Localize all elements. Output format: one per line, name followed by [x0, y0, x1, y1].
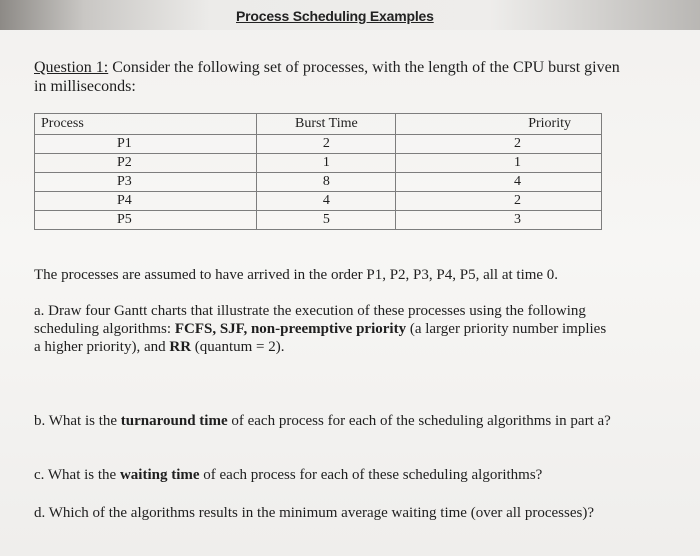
priority: 2	[396, 135, 602, 154]
part-b	[34, 412, 614, 430]
process-name: P3	[35, 173, 257, 192]
part-a-prefix: a. Draw four Gantt charts that illustrate the execution of these processes using the following scheduling algorithms:	[34, 303, 586, 337]
process-name: P5	[35, 211, 257, 230]
burst-time: 1	[257, 154, 396, 173]
part-c-suffix: of each process for each of these scheduling algorithms?	[199, 467, 543, 483]
part-c-bold: waiting time	[119, 467, 200, 483]
page-title: Process Scheduling Examples	[236, 8, 434, 24]
table-row	[35, 192, 602, 211]
process-name: P1	[35, 135, 257, 154]
burst-time: 2	[257, 135, 396, 154]
question-label: Question 1:	[34, 59, 109, 76]
burst-time: 8	[257, 173, 396, 192]
header-burst-time: Burst Time	[257, 114, 396, 135]
part-a-rr: RR	[169, 339, 192, 355]
process-name: P2	[35, 154, 257, 173]
priority: 2	[396, 192, 602, 211]
priority: 1	[396, 154, 602, 173]
part-b-bold: turnaround time	[120, 413, 228, 429]
burst-time: 4	[257, 192, 396, 211]
part-b-suffix: of each process for each of the scheduling algorithms in part a?	[227, 413, 611, 429]
priority: 4	[396, 173, 602, 192]
part-a-algorithms: FCFS, SJF, non-preemptive priority	[174, 321, 407, 337]
question-text: Consider the following set of processes, with the length of the CPU burst given in milliseconds:	[34, 59, 620, 95]
table-row	[35, 173, 602, 192]
table-header-row	[35, 114, 602, 135]
arrival-note: The processes are assumed to have arrived in the order P1, P2, P3, P4, P5, all at time 0.	[34, 267, 559, 283]
part-a-middle: (a larger priority number implies a higher priority), and	[34, 321, 607, 355]
header-process: Process	[35, 114, 257, 135]
priority: 3	[396, 211, 602, 230]
table-row	[35, 154, 602, 173]
part-d: d. Which of the algorithms results in the minimum average waiting time (over all processes)?	[34, 505, 594, 521]
part-a-suffix: (quantum = 2).	[191, 339, 285, 355]
part-c	[34, 466, 614, 484]
table-row	[35, 211, 602, 230]
table-row	[35, 135, 602, 154]
process-table	[34, 113, 602, 230]
header-priority: Priority	[396, 114, 602, 135]
part-a	[34, 302, 614, 356]
question-1	[34, 58, 624, 96]
part-c-prefix: c. What is the	[34, 467, 120, 483]
process-name: P4	[35, 192, 257, 211]
part-b-prefix: b. What is the	[34, 413, 121, 429]
burst-time: 5	[257, 211, 396, 230]
